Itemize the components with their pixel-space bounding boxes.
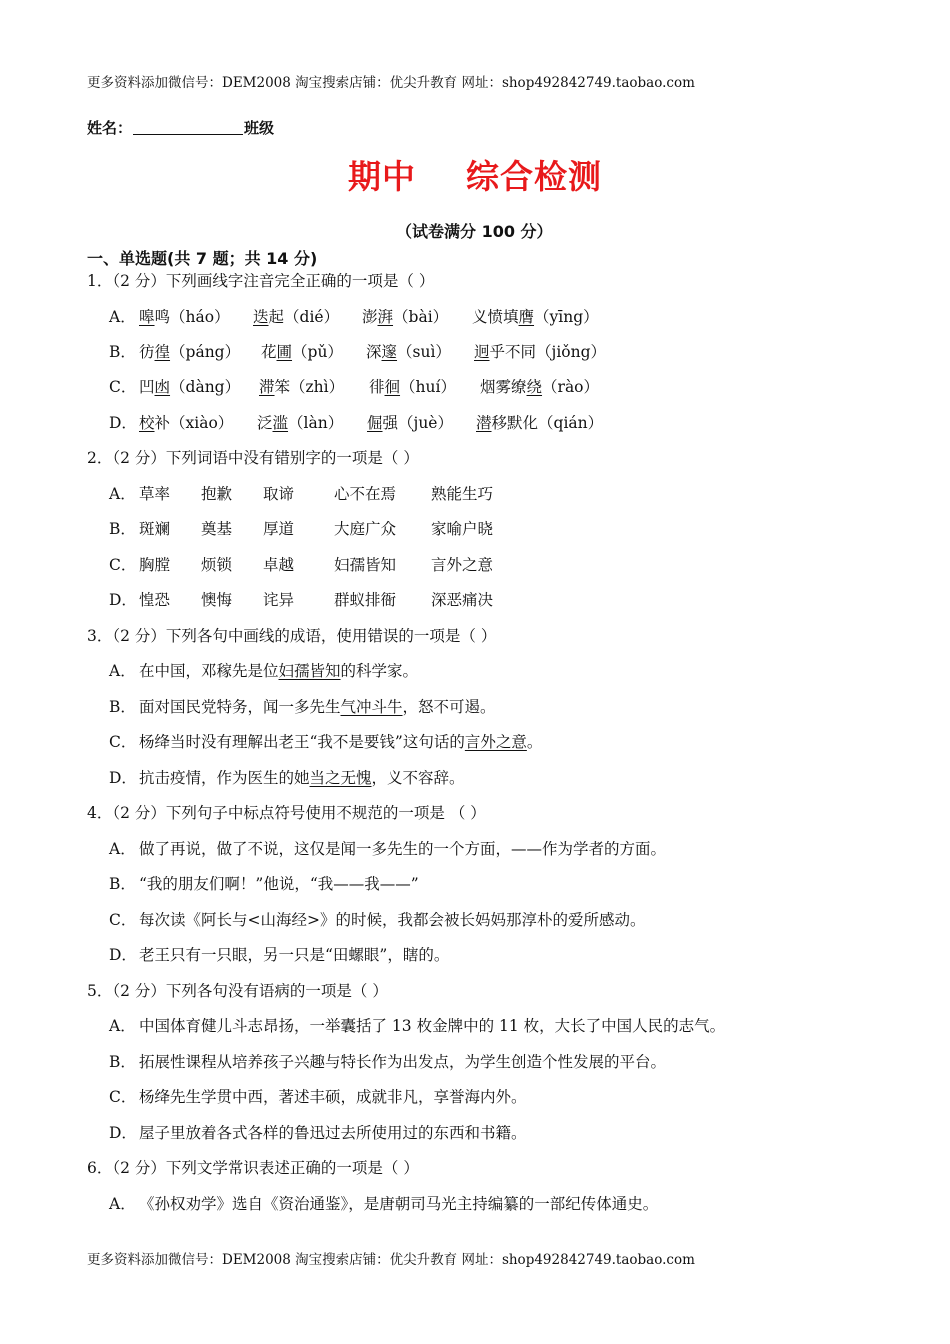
underlined-text: 潜	[476, 414, 492, 432]
option-row	[109, 839, 666, 859]
underlined-text: 滞	[259, 378, 275, 396]
text-span: A．	[109, 662, 136, 680]
text-span: 深	[366, 343, 382, 361]
text-span: （suì）	[397, 343, 451, 361]
underlined-text: 妇孺皆知	[278, 662, 341, 680]
page-header: 更多资料添加微信号：DEM2008 淘宝搜索店铺：优尖升教育 网址：shop492842749.taobao.com	[87, 75, 695, 91]
option-row	[109, 697, 496, 717]
option-row	[109, 732, 542, 752]
class-label: 班级	[244, 119, 275, 137]
option-row	[109, 945, 449, 965]
question-stem: 2．（2 分）下列词语中没有错别字的一项是（ ）	[87, 449, 419, 467]
text-span: （huí）	[400, 378, 456, 396]
underlined-text: 圃	[276, 343, 293, 361]
option-item	[476, 413, 603, 433]
option-label: D．	[109, 414, 137, 432]
text-span: （pǔ）	[292, 343, 343, 361]
page-footer: 更多资料添加微信号：DEM2008 淘宝搜索店铺：优尖升教育 网址：shop492842749.taobao.com	[87, 1252, 695, 1268]
text-span: 鸣（háo）	[154, 308, 230, 326]
underlined-text: 徊	[384, 378, 401, 396]
underlined-text: 滥	[272, 414, 289, 432]
option-row	[109, 1016, 725, 1036]
question-stem: 6．（2 分）下列文学常识表述正确的一项是（ ）	[87, 1159, 419, 1177]
text-span: 大庭广众	[334, 520, 397, 538]
text-span: D．	[109, 1124, 137, 1142]
text-span: 乎不同（jiǒng）	[489, 343, 607, 361]
text-span: （yīng）	[534, 308, 599, 326]
text-span: 《孙权劝学》选自《资治通鉴》，是唐朝司马光主持编纂的一部纪传体通史。	[139, 1195, 659, 1213]
text-span: “我的朋友们啊！”他说，“我——我——”	[139, 875, 419, 893]
text-span: 斑斓	[139, 520, 171, 538]
text-span: 杨绛当时没有理解出老王“我不是要钱”这句话的	[139, 733, 465, 751]
text-span: 中国体育健儿斗志昂扬，一举囊括了 13 枚金牌中的 11 枚，大长了中国人民的志气。	[139, 1017, 726, 1035]
text-span: 深恶痛决	[431, 591, 494, 609]
text-span: 拓展性课程从培养孩子兴趣与特长作为出发点，为学生创造个性发展的平台。	[139, 1053, 667, 1071]
option-row	[109, 377, 599, 397]
text-span: 澎	[362, 308, 378, 326]
text-span: 群蚁排衙	[334, 591, 397, 609]
underlined-text: 邃	[381, 343, 398, 361]
option-item	[261, 342, 366, 362]
text-span: 做了再说，做了不说，这仅是闻一多先生的一个方面，——作为学者的方面。	[139, 840, 667, 858]
text-span: 屋子里放着各式各样的鲁迅过去所使用过的东西和书籍。	[139, 1124, 527, 1142]
text-span: C．	[109, 1088, 137, 1106]
underlined-text: 气冲斗牛	[340, 698, 403, 716]
text-span: C．	[109, 556, 137, 574]
text-span: 移默化（qián）	[491, 414, 604, 432]
underlined-text: 倔	[367, 414, 383, 432]
underlined-text: 徨	[154, 343, 171, 361]
text-span: A．	[109, 840, 136, 858]
underlined-text: 湃	[377, 308, 394, 326]
text-span: C．	[109, 733, 137, 751]
option-item	[139, 342, 261, 362]
text-span: （páng）	[170, 343, 241, 361]
text-span: 强（juè）	[382, 414, 453, 432]
option-item	[139, 377, 259, 397]
option-item	[253, 307, 362, 327]
text-span: B．	[109, 875, 136, 893]
text-span: 烟雾缭	[480, 378, 527, 396]
text-span: D．	[109, 591, 137, 609]
text-span: 的科学家。	[340, 662, 419, 680]
text-span: 每次读《阿长与<山海经>》的时候，我都会被长妈妈那淳朴的爱所感动。	[139, 911, 646, 929]
question-stem: 3．（2 分）下列各句中画线的成语，使用错误的一项是（ ）	[87, 627, 497, 645]
text-span: 起（dié）	[268, 308, 340, 326]
option-row	[109, 413, 603, 433]
text-span: 妇孺皆知	[334, 556, 397, 574]
text-span: 抱歉	[201, 485, 233, 503]
text-span: 花	[261, 343, 277, 361]
text-span: 杨绛先生学贯中西，著述丰硕，成就非凡，享誉海内外。	[139, 1088, 527, 1106]
option-row	[109, 307, 599, 327]
option-row	[109, 1087, 527, 1107]
text-span: 言外之意	[431, 556, 494, 574]
option-row	[109, 661, 418, 681]
underlined-text: 校	[139, 414, 155, 432]
underlined-text: 迭	[253, 308, 269, 326]
exam-title: 期中 综合检测	[348, 157, 602, 196]
text-span: C．	[109, 911, 137, 929]
text-span: 在中国，邓稼先是位	[139, 662, 279, 680]
section-title: 一、单选题(共 7 题；共 14 分)	[87, 249, 318, 268]
text-span: 老王只有一只眼，另一只是“田螺眼”，瞎的。	[139, 946, 450, 964]
name-class-line	[87, 117, 274, 138]
question-stem: 5．（2 分）下列各句没有语病的一项是（ ）	[87, 982, 388, 1000]
text-span: B．	[109, 520, 136, 538]
option-row	[109, 555, 493, 575]
text-span: 义愤填	[472, 308, 519, 326]
text-span: （bài）	[393, 308, 449, 326]
text-span: B．	[109, 1053, 136, 1071]
text-span: 取谛	[263, 485, 295, 503]
text-span: 诧异	[263, 591, 295, 609]
underlined-text: 迥	[474, 343, 490, 361]
text-span: ，义不容辞。	[371, 769, 465, 787]
question-stem: 4．（2 分）下列句子中标点符号使用不规范的一项是 （ ）	[87, 804, 486, 822]
text-span: 熟能生巧	[431, 485, 494, 503]
text-span: 惶恐	[139, 591, 171, 609]
exam-subtitle: （试卷满分 100 分）	[396, 222, 553, 241]
underlined-text: 言外之意	[464, 733, 527, 751]
text-span: （làn）	[288, 414, 344, 432]
question-stem: 1．（2 分）下列画线字注音完全正确的一项是（ ）	[87, 272, 435, 290]
option-row	[109, 342, 606, 362]
text-span: 家喻户晓	[431, 520, 494, 538]
option-item	[366, 342, 474, 362]
option-row	[109, 910, 645, 930]
text-span: 奠基	[201, 520, 233, 538]
text-span: 凹	[139, 378, 155, 396]
option-item	[139, 307, 253, 327]
option-row	[109, 874, 419, 894]
text-span: 。	[526, 733, 543, 751]
text-span: A．	[109, 1195, 136, 1213]
text-span: 徘	[369, 378, 385, 396]
text-span: 彷	[139, 343, 155, 361]
text-span: D．	[109, 769, 137, 787]
option-item	[480, 377, 599, 397]
text-span: 胸膛	[139, 556, 171, 574]
option-row	[109, 1123, 527, 1143]
option-row	[109, 1194, 658, 1214]
option-label: C．	[109, 378, 137, 396]
text-span: 泛	[257, 414, 273, 432]
text-span: 抗击疫情，作为医生的她	[139, 769, 310, 787]
option-label: B．	[109, 343, 136, 361]
text-span: A．	[109, 1017, 136, 1035]
option-label: A．	[109, 308, 136, 326]
text-span: D．	[109, 946, 137, 964]
option-item	[367, 413, 476, 433]
text-span: 卓越	[263, 556, 295, 574]
option-item	[472, 307, 599, 327]
text-span: B．	[109, 698, 136, 716]
option-item	[257, 413, 367, 433]
option-row	[109, 484, 493, 504]
underlined-text: 当之无愧	[309, 769, 372, 787]
name-label: 姓名：	[87, 119, 133, 137]
option-item	[139, 413, 257, 433]
text-span: 心不在焉	[334, 485, 397, 503]
option-item	[259, 377, 369, 397]
option-row	[109, 1052, 666, 1072]
text-span: 笨（zhì）	[274, 378, 345, 396]
option-item	[369, 377, 480, 397]
option-row	[109, 519, 493, 539]
text-span: ，怒不可遏。	[402, 698, 496, 716]
underlined-text: 绕	[526, 378, 543, 396]
underlined-text: 嗥	[139, 308, 155, 326]
option-row	[109, 768, 465, 788]
text-span: 草率	[139, 485, 171, 503]
text-span: 烦锁	[201, 556, 233, 574]
text-span: （rào）	[542, 378, 600, 396]
name-blank[interactable]	[133, 120, 243, 135]
underlined-text: 膺	[518, 308, 535, 326]
text-span: （dàng）	[170, 378, 241, 396]
underlined-text: 凼	[154, 378, 171, 396]
option-item	[474, 342, 606, 362]
option-row	[109, 590, 493, 610]
option-item	[362, 307, 472, 327]
text-span: 懊悔	[201, 591, 233, 609]
text-span: 补（xiào）	[154, 414, 234, 432]
text-span: 面对国民党特务，闻一多先生	[139, 698, 341, 716]
text-span: A．	[109, 485, 136, 503]
text-span: 厚道	[263, 520, 295, 538]
